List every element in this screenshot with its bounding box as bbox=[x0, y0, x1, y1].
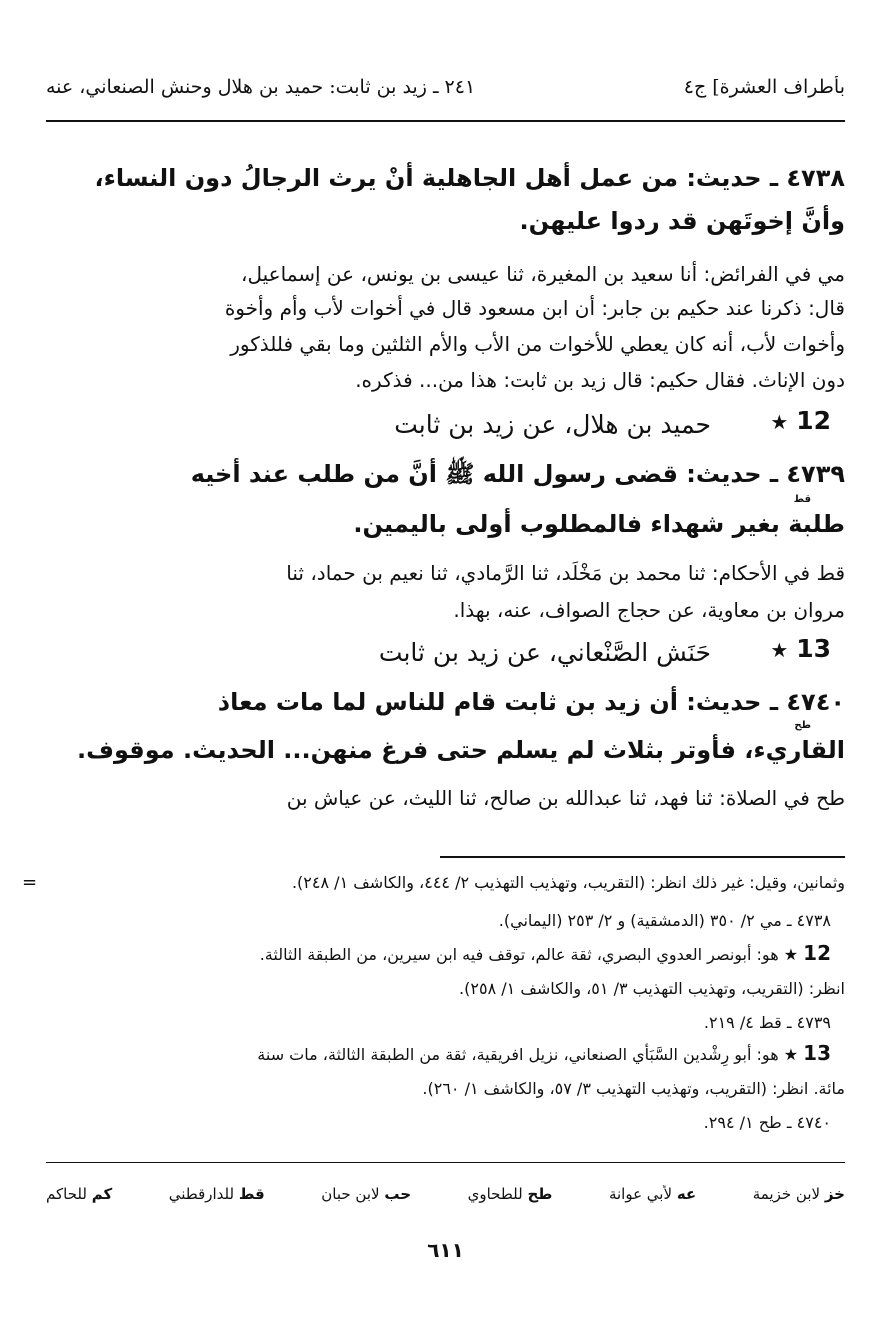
isnad-line: طح في الصلاة: ثنا فهد، ثنا عبدالله بن صالح، ثنا الليث، عن عياش بن bbox=[286, 786, 845, 810]
narrator-heading-12 bbox=[770, 404, 831, 439]
running-header bbox=[46, 76, 845, 110]
header-book-volume: بأطراف العشرة] ج٤ bbox=[683, 76, 845, 98]
source-sigla: طح bbox=[794, 720, 811, 731]
isnad-line: وأخوات لأب، أنه كان يعطي للأخوات من الأب والأم الثلثين وما بقي فللذكور bbox=[230, 332, 845, 356]
hadith-4739-line-2: طلبة بغير شهداء فالمطلوب أولى باليمين. bbox=[353, 510, 845, 538]
star-icon: ★ bbox=[770, 638, 789, 662]
footnote-text: ★ هو: أبونصر العدوي البصري، ثقة عالم، توقف فيه ابن سيرين، من الطبقة الثالثة. bbox=[259, 945, 799, 964]
hadith-4739-line-1: ٤٧٣٩ ـ حديث: قضى رسول الله ﷺ أنَّ من طلب عند أخيه bbox=[190, 460, 845, 488]
source-sigla: قط bbox=[793, 494, 811, 505]
narrator-number: 12 bbox=[796, 406, 831, 435]
hadith-4740-line-2: القاريء، فأوتر بثلاث لم يسلم حتى فرغ منهن... الحديث. موقوف. bbox=[77, 736, 845, 764]
key-rule bbox=[46, 1162, 845, 1163]
hadith-4738-line-1: ٤٧٣٨ ـ حديث: من عمل أهل الجاهلية أنْ يرث الرجالُ دون النساء، bbox=[94, 164, 845, 192]
key-item: كم للحاكم bbox=[46, 1185, 113, 1203]
footnote-number: 12 bbox=[803, 941, 831, 965]
footnote-rule bbox=[440, 856, 845, 858]
narrator-number: 13 bbox=[796, 634, 831, 663]
header-rule bbox=[46, 120, 845, 122]
hadith-4740-line-1: ٤٧٤٠ ـ حديث: أن زيد بن ثابت قام للناس لما مات معاذ bbox=[217, 688, 845, 716]
isnad-line: دون الإناث. فقال حكيم: قال زيد بن ثابت: هذا من... فذكره. bbox=[355, 368, 845, 392]
key-item: حب لابن حبان bbox=[321, 1185, 412, 1203]
star-icon: ★ bbox=[770, 410, 789, 434]
key-item: عه لأبي عوانة bbox=[608, 1185, 697, 1203]
footnote-line: انظر: (التقريب، وتهذيب التهذيب ٣/ ٥١، والكاشف ١/ ٢٥٨). bbox=[459, 979, 845, 998]
abbreviation-key bbox=[46, 1185, 845, 1203]
page-number: ٦١١ bbox=[427, 1238, 464, 1262]
isnad-line: قال: ذكرنا عند حكيم بن جابر: أن ابن مسعود قال في أخوات لأب وأم وأخوة bbox=[224, 296, 845, 320]
footnote-text: ★ هو: أبو رِشْدين السَّبَأي الصنعاني، نزيل افريقية، ثقة من الطبقة الثالثة، مات سنة bbox=[257, 1045, 799, 1064]
narrator-heading-12-text: حميد بن هلال، عن زيد بن ثابت bbox=[394, 410, 711, 439]
isnad-line: مروان بن معاوية، عن حجاج الصواف، عنه، بهذا. bbox=[453, 598, 845, 622]
footnote-13 bbox=[46, 1040, 831, 1068]
footnote-12 bbox=[46, 940, 831, 968]
hadith-4738-line-2: وأنَّ إخوتَهن قد ردوا عليهن. bbox=[519, 207, 845, 235]
narrator-heading-13 bbox=[770, 632, 831, 667]
key-item: طح للطحاوي bbox=[467, 1185, 553, 1203]
footnote-line: ٤٧٣٨ ـ مي ٢/ ٣٥٠ (الدمشقية) و ٢/ ٢٥٣ (اليماني). bbox=[498, 911, 831, 930]
footnote-line: مائة. انظر: (التقريب، وتهذيب التهذيب ٣/ ٥٧، والكاشف ١/ ٢٦٠). bbox=[422, 1079, 845, 1098]
continuation-mark: = bbox=[22, 872, 38, 893]
narrator-heading-13-text: حَنَش الصَّنْعاني، عن زيد بن ثابت bbox=[378, 638, 711, 667]
footnote-line: وثمانين، وقيل: غير ذلك انظر: (التقريب، وتهذيب التهذيب ٢/ ٤٤٤، والكاشف ١/ ٢٤٨). bbox=[291, 873, 845, 892]
footnote-line: ٤٧٣٩ ـ قط ٤/ ٢١٩. bbox=[703, 1013, 831, 1032]
key-item: قط للدارقطني bbox=[168, 1185, 265, 1203]
isnad-line: مي في الفرائض: أنا سعيد بن المغيرة، ثنا عيسى بن يونس، عن إسماعيل، bbox=[241, 262, 845, 286]
footnote-line: ٤٧٤٠ ـ طح ١/ ٢٩٤. bbox=[703, 1113, 831, 1132]
footnote-number: 13 bbox=[803, 1041, 831, 1065]
isnad-line: قط في الأحكام: ثنا محمد بن مَخْلَد، ثنا الرَّمادي، ثنا نعيم بن حماد، ثنا bbox=[286, 561, 845, 585]
key-item: خز لابن خزيمة bbox=[752, 1185, 845, 1203]
header-section-title: ٢٤١ ـ زيد بن ثابت: حميد بن هلال وحنش الصنعاني، عنه bbox=[46, 76, 476, 98]
